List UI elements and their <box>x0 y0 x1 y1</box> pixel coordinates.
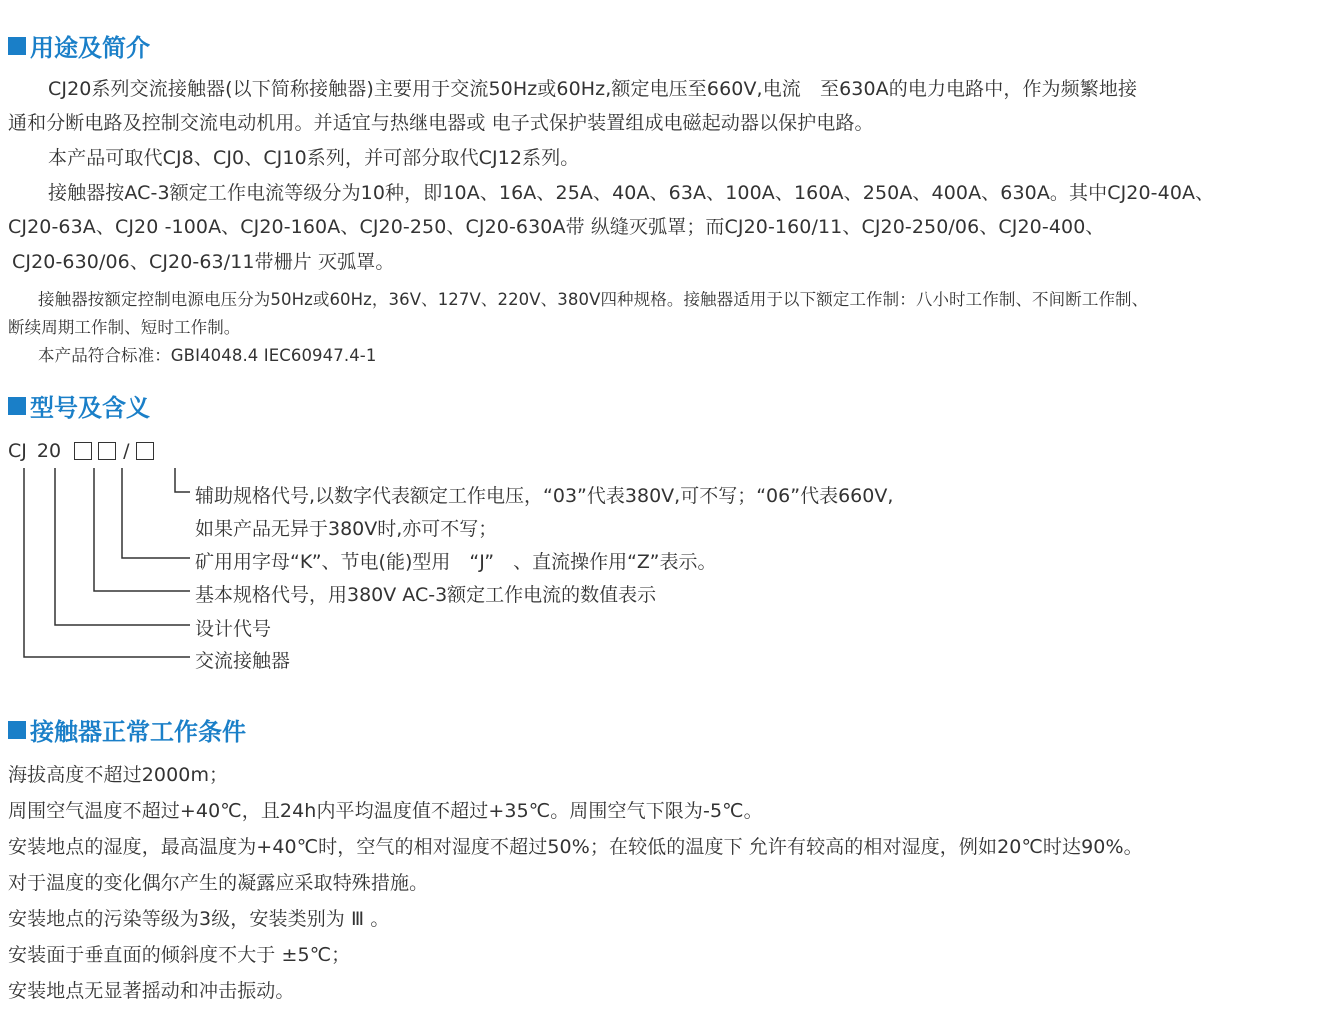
heading-square-icon <box>8 37 26 55</box>
section-title: 用途及简介 <box>30 34 150 62</box>
condition-line: 安装地点的湿度，最高温度为+40℃时，空气的相对湿度不超过50%；在较低的温度下 允许有较高的相对湿度，例如20℃时达90%。 <box>8 836 1143 858</box>
legend-basic-spec: 基本规格代号，用380V AC-3额定工作电流的数值表示 <box>195 584 657 606</box>
condition-line: 安装面于垂直面的倾斜度不大于 ±5℃； <box>8 944 351 966</box>
legend-design-code: 设计代号 <box>195 618 272 640</box>
placeholder-box-icon <box>74 442 92 460</box>
tree-line-mine <box>122 468 190 558</box>
tree-line-contactor <box>24 468 190 657</box>
condition-line: 安装地点的污染等级为3级，安装类别为 Ⅲ 。 <box>8 908 390 930</box>
placeholder-box-icon <box>98 442 116 460</box>
model-number: 20 <box>36 440 62 462</box>
intro-paragraph-1-line-1: CJ20系列交流接触器(以下简称接触器)主要用于交流50Hz或60Hz,额定电压至660V,电流 至630A的电力电路中，作为频繁地接 <box>48 78 1138 100</box>
model-code <box>8 440 157 462</box>
intro-paragraph-3-line-2: CJ20-63A、CJ20 -100A、CJ20-160A、CJ20-250、CJ20-630A带 纵缝灭弧罩；而CJ20-160/11、CJ20-250/06、CJ20-400、 <box>8 216 1105 238</box>
intro-paragraph-3-line-1: 接触器按AC-3额定工作电流等级分为10种，即10A、16A、25A、40A、63A、100A、160A、250A、400A、630A。其中CJ20-40A、 <box>48 182 1215 204</box>
intro-paragraph-4-line-2: 断续周期工作制、短时工作制。 <box>8 318 241 337</box>
condition-line: 海拔高度不超过2000m； <box>8 764 229 786</box>
intro-paragraph-2: 本产品可取代CJ8、CJ0、CJ10系列，并可部分取代CJ12系列。 <box>48 147 580 169</box>
section-title: 型号及含义 <box>30 394 150 422</box>
section-title: 接触器正常工作条件 <box>30 718 246 746</box>
heading-square-icon <box>8 721 26 739</box>
legend-aux-code-cont: 如果产品无异于380V时,亦可不写； <box>195 518 498 540</box>
heading-square-icon <box>8 397 26 415</box>
section-heading-intro <box>8 28 150 63</box>
section-heading-model <box>8 388 150 423</box>
standard-note: 本产品符合标准：GBI4048.4 IEC60947.4-1 <box>38 346 377 365</box>
tree-line-aux <box>175 468 190 492</box>
legend-aux-code: 辅助规格代号,以数字代表额定工作电压，“03”代表380V,可不写；“06”代表660V, <box>195 485 894 507</box>
legend-mine-letter: 矿用用字母“K”、节电(能)型用 “J” 、直流操作用“Z”表示。 <box>195 551 717 573</box>
condition-line: 安装地点无显著摇动和冲击振动。 <box>8 980 295 1002</box>
model-slash: / <box>123 440 130 462</box>
section-heading-conditions <box>8 712 246 747</box>
model-prefix: CJ <box>8 440 27 462</box>
condition-line: 对于温度的变化偶尔产生的凝露应采取特殊措施。 <box>8 872 429 894</box>
model-tree-lines <box>0 460 200 670</box>
legend-ac-contactor: 交流接触器 <box>195 650 291 672</box>
intro-paragraph-1-line-2: 通和分断电路及控制交流电动机用。并适宜与热继电器或 电子式保护装置组成电磁起动器以保护电路。 <box>8 112 874 134</box>
intro-paragraph-4-line-1: 接触器按额定控制电源电压分为50Hz或60Hz，36V、127V、220V、380V四种规格。接触器适用于以下额定工作制：八小时工作制、不间断工作制、 <box>38 290 1149 309</box>
intro-paragraph-3-line-3: CJ20-630/06、CJ20-63/11带栅片 灭弧罩。 <box>12 251 395 273</box>
placeholder-box-icon <box>136 442 154 460</box>
condition-line: 周围空气温度不超过+40℃，且24h内平均温度值不超过+35℃。周围空气下限为-5℃。 <box>8 800 763 822</box>
